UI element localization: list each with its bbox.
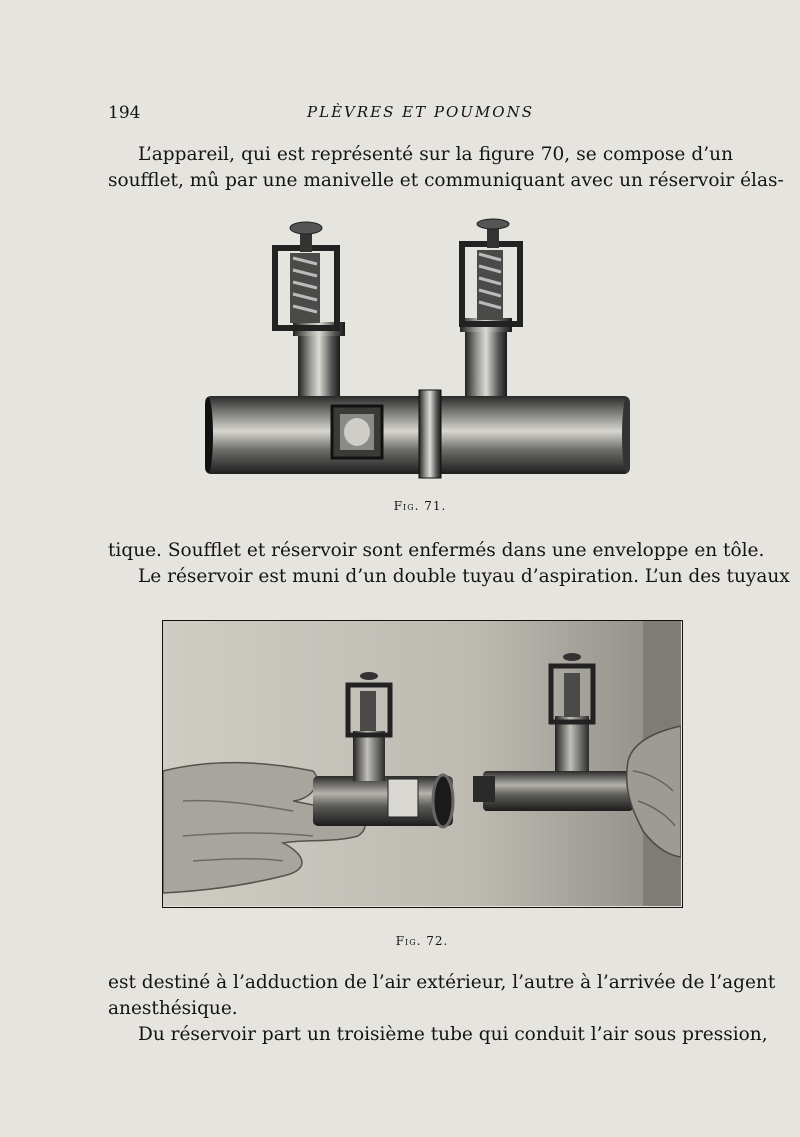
paragraph-2: [108, 538, 790, 590]
running-head: [108, 103, 733, 129]
figure-71-caption: Fig. 71.: [393, 499, 447, 513]
text-line: est destiné à l’adduction de l’air extérieur, l’autre à l’arrivée de l’agent: [108, 972, 776, 993]
figure-72-photograph: [162, 620, 683, 908]
figure-71-illustration: [205, 218, 630, 480]
text-line: Du réservoir part un troisième tube qui conduit l’air sous pression,: [138, 1024, 768, 1045]
paragraph-3: [108, 970, 776, 1022]
paragraph-1: [108, 142, 784, 194]
text-line: anesthésique.: [108, 998, 238, 1019]
text-line: tique. Soufflet et réservoir sont enfermés dans une enveloppe en tôle.: [108, 540, 765, 561]
paragraph-4: [108, 1022, 768, 1048]
figure-72-caption: Fig. 72.: [395, 934, 449, 948]
page-number: 194: [108, 103, 141, 123]
text-line: soufflet, mû par une manivelle et communiquant avec un réservoir élas-: [108, 170, 784, 191]
text-line: Le réservoir est muni d’un double tuyau d’aspiration. L’un des tuyaux: [138, 566, 790, 587]
text-line: L’appareil, qui est représenté sur la figure 70, se compose d’un: [138, 144, 733, 165]
running-head-title: PLÈVRES ET POUMONS: [307, 103, 534, 121]
